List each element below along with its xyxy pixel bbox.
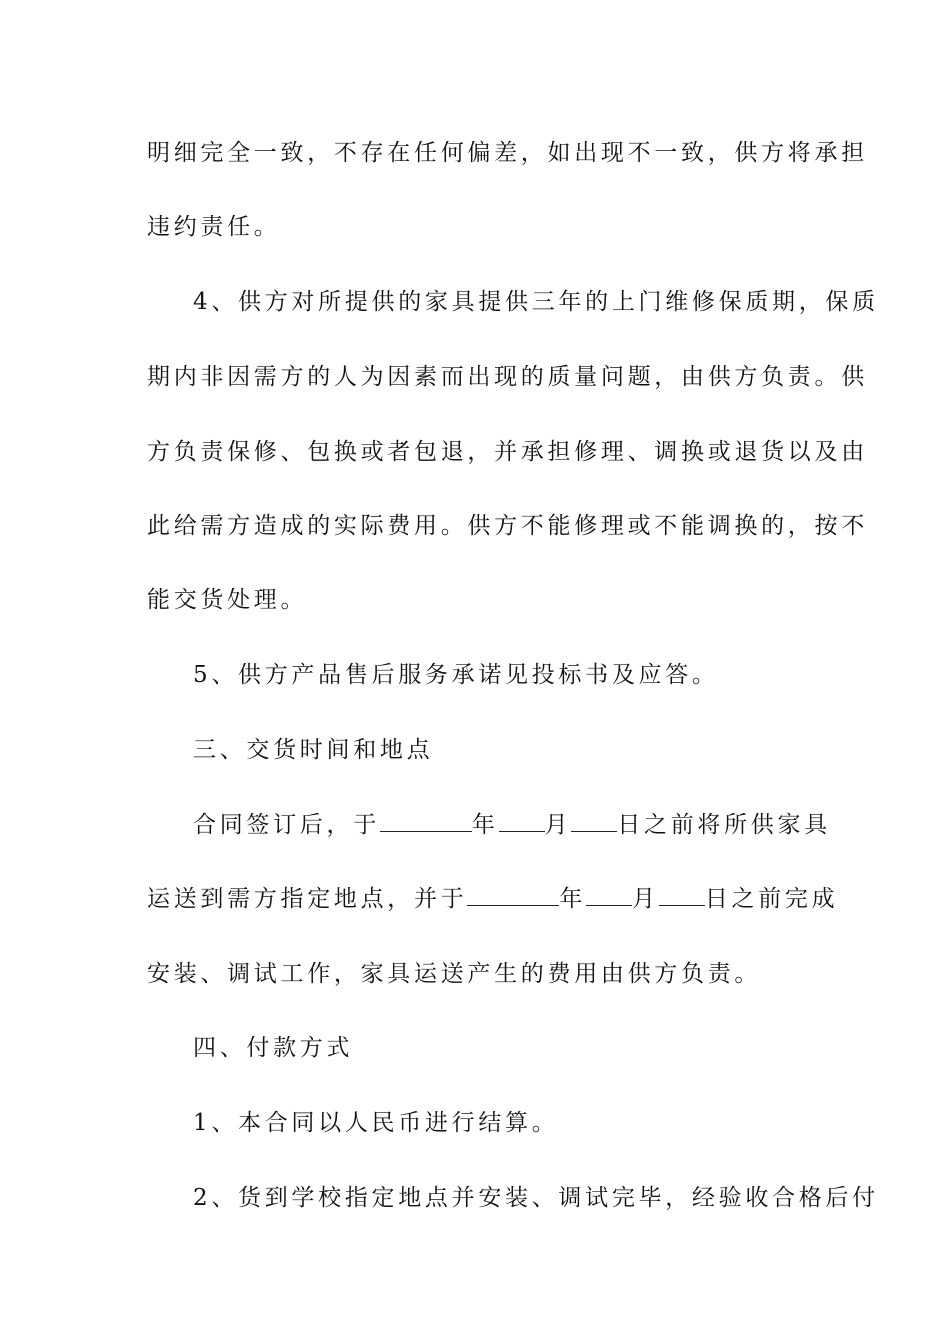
month-blank [499,811,545,832]
payment-clause-2-line: 2、货到学校指定地点并安装、调试完毕，经验收合格后付 [193,1185,879,1211]
paragraph-line: 期内非因需方的人为因素而出现的质量问题，由供方负责。供 [147,364,868,390]
month-blank [586,885,632,906]
payment-clause-1-line: 1、本合同以人民币进行结算。 [193,1110,559,1136]
text-segment: 月 [544,812,572,838]
paragraph-line: 违约责任。 [147,214,281,240]
clause-5-line: 5、供方产品售后服务承诺见投标书及应答。 [193,662,719,688]
day-blank [571,811,617,832]
paragraph-line: 安装、调试工作，家具运送产生的费用由供方负责。 [147,961,762,987]
completion-date-line [147,884,839,914]
section-heading-delivery: 三、交货时间和地点 [193,737,434,763]
paragraph-line: 能交货处理。 [147,587,308,613]
text-segment: 运送到需方指定地点，并于 [147,886,468,912]
text-segment: 年 [471,812,499,838]
text-segment: 日之前完成 [704,886,839,912]
paragraph-line: 明细完全一致，不存在任何偏差，如出现不一致，供方将承担 [147,140,868,166]
day-blank [659,885,705,906]
text-segment: 年 [559,886,587,912]
text-segment: 日之前将所供家具 [617,812,831,838]
clause-4-line: 4、供方对所提供的家具提供三年的上门维修保质期，保质 [193,289,879,315]
paragraph-line: 此给需方造成的实际费用。供方不能修理或不能调换的，按不 [147,513,868,539]
year-blank [467,885,559,906]
text-segment: 月 [632,886,659,912]
paragraph-line: 方负责保修、包换或者包退，并承担修理、调换或退货以及由 [147,439,868,465]
section-heading-payment: 四、付款方式 [193,1035,354,1061]
year-blank [380,811,472,832]
delivery-date-line [193,810,853,840]
text-segment: 合同签订后，于 [193,812,380,838]
